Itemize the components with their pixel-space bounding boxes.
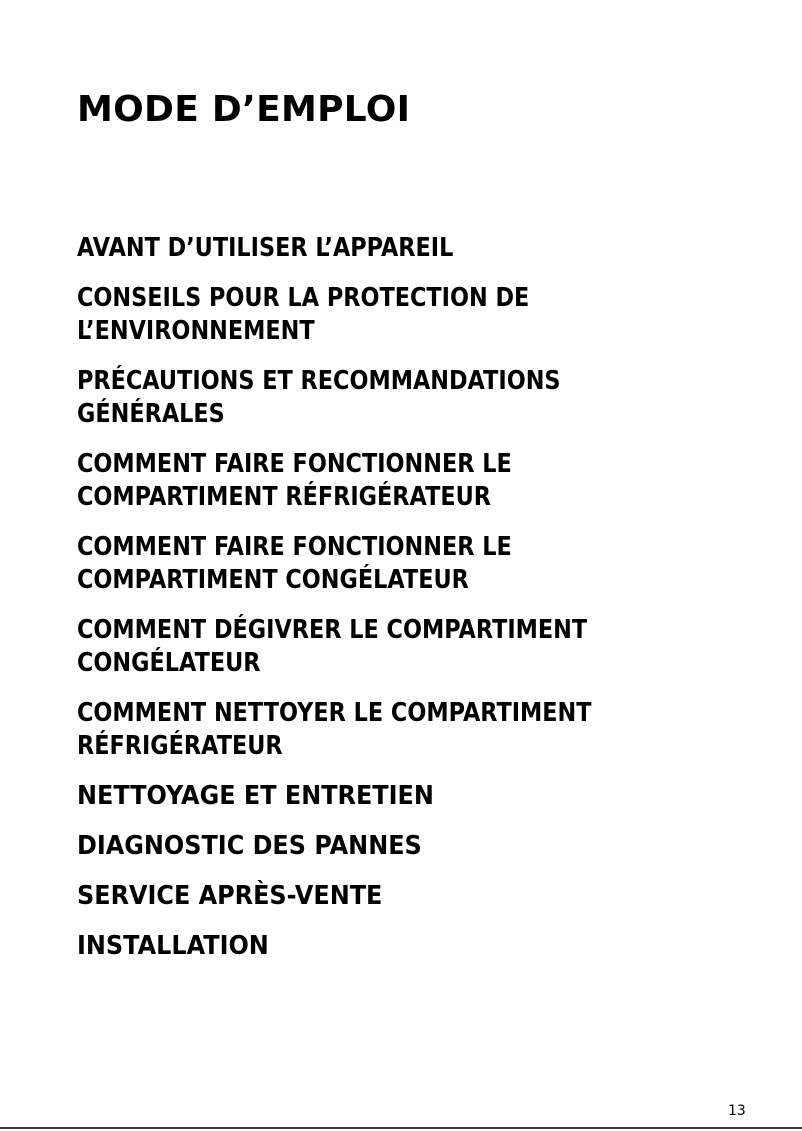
toc-item-line: COMPARTIMENT CONGÉLATEUR — [77, 565, 469, 595]
toc-item-line: NETTOYAGE ET ENTRETIEN — [77, 781, 434, 811]
toc-item-degivrer-congelateur — [77, 614, 777, 680]
toc-item-avant-utiliser — [77, 232, 777, 265]
toc-item-fonctionner-congelateur — [77, 531, 777, 597]
toc-item-service-apres-vente — [77, 880, 777, 913]
toc-item-diagnostic-pannes — [77, 830, 777, 863]
page-title: MODE D’EMPLOI — [77, 89, 411, 130]
page-number: 13 — [728, 1103, 746, 1119]
table-of-contents — [77, 232, 777, 980]
toc-item-line: COMMENT FAIRE FONCTIONNER LE — [77, 449, 512, 479]
bottom-divider — [0, 1127, 802, 1129]
toc-item-line: L’ENVIRONNEMENT — [77, 316, 315, 346]
toc-item-installation — [77, 930, 777, 963]
toc-item-precautions — [77, 365, 777, 431]
toc-item-fonctionner-refrigerateur — [77, 448, 777, 514]
toc-item-line: RÉFRIGÉRATEUR — [77, 731, 283, 761]
toc-item-line: COMPARTIMENT RÉFRIGÉRATEUR — [77, 482, 491, 512]
toc-item-line: COMMENT FAIRE FONCTIONNER LE — [77, 532, 512, 562]
toc-item-nettoyage-entretien — [77, 780, 777, 813]
toc-item-line: COMMENT DÉGIVRER LE COMPARTIMENT — [77, 615, 588, 645]
toc-item-line: AVANT D’UTILISER L’APPAREIL — [77, 233, 454, 263]
toc-item-line: PRÉCAUTIONS ET RECOMMANDATIONS — [77, 366, 561, 396]
toc-item-line: DIAGNOSTIC DES PANNES — [77, 831, 422, 861]
toc-item-line: GÉNÉRALES — [77, 399, 225, 429]
toc-item-line: CONSEILS POUR LA PROTECTION DE — [77, 283, 530, 313]
toc-item-conseils-environnement — [77, 282, 777, 348]
toc-item-nettoyer-refrigerateur — [77, 697, 777, 763]
toc-item-line: SERVICE APRÈS-VENTE — [77, 881, 383, 911]
toc-item-line: CONGÉLATEUR — [77, 648, 261, 678]
toc-item-line: COMMENT NETTOYER LE COMPARTIMENT — [77, 698, 592, 728]
toc-item-line: INSTALLATION — [77, 931, 269, 961]
